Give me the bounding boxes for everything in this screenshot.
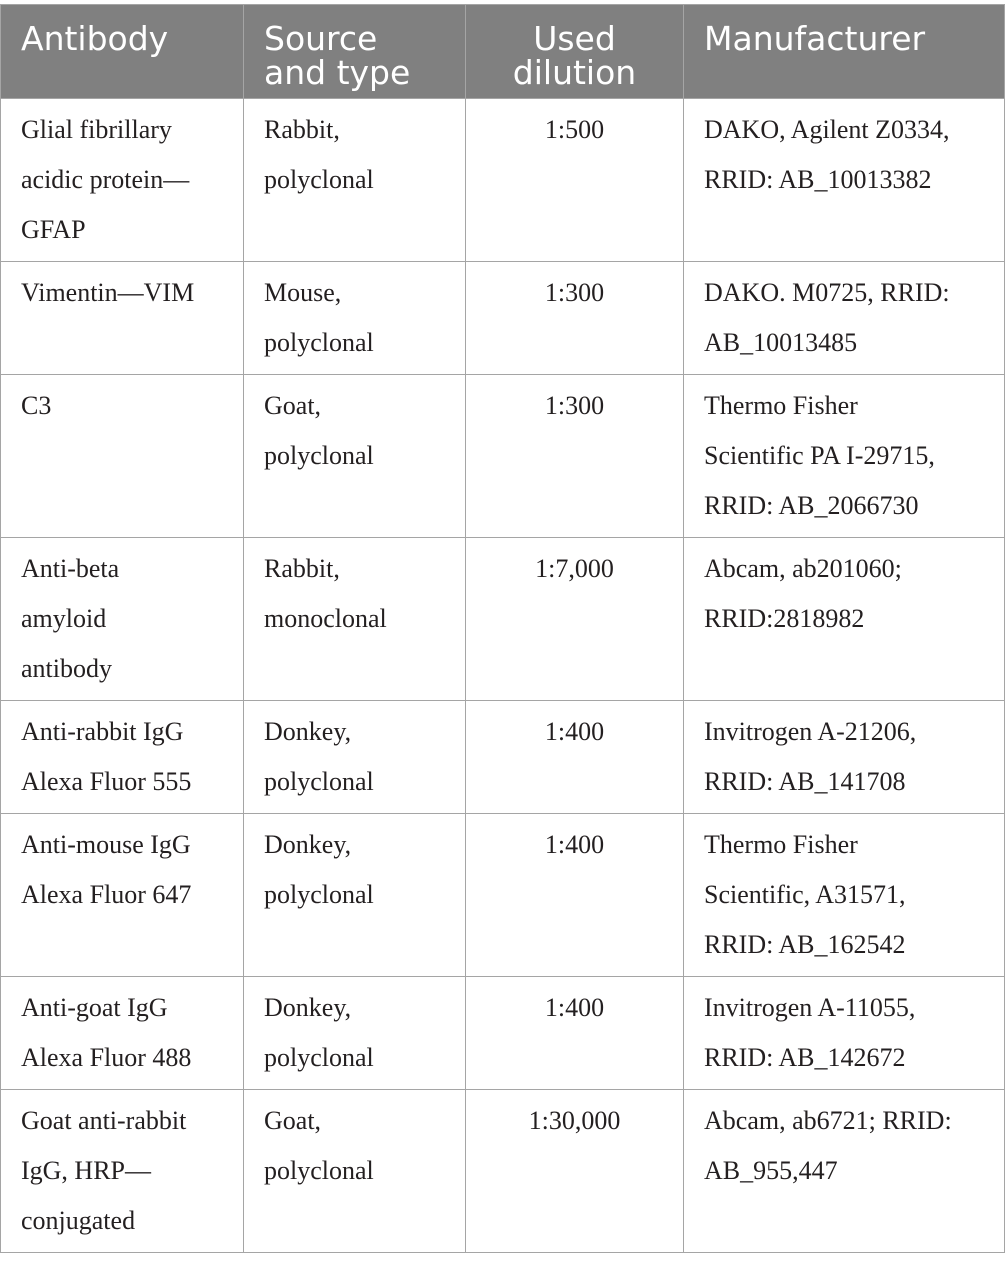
manufacturer-cell: Thermo Fisher Scientific, A31571, RRID: AB_162542 <box>684 814 1005 977</box>
dilution-cell: 1:300 <box>466 262 684 375</box>
dilution-cell: 1:400 <box>466 814 684 977</box>
dilution-cell: 1:500 <box>466 99 684 262</box>
antibody-cell: Anti-goat IgG Alexa Fluor 488 <box>1 977 244 1090</box>
antibody-cell: Anti-mouse IgG Alexa Fluor 647 <box>1 814 244 977</box>
table-row <box>1 538 1005 701</box>
table-row <box>1 977 1005 1090</box>
table-row <box>1 262 1005 375</box>
antibody-table <box>0 4 1005 1253</box>
table-row <box>1 814 1005 977</box>
manufacturer-cell: DAKO. M0725, RRID: AB_10013485 <box>684 262 1005 375</box>
header-source-and-type: Source and type <box>244 5 466 99</box>
source-cell: Rabbit, polyclonal <box>244 99 466 262</box>
source-cell: Goat, polyclonal <box>244 1090 466 1253</box>
header-manufacturer: Manufacturer <box>684 5 1005 99</box>
table-row <box>1 99 1005 262</box>
dilution-cell: 1:400 <box>466 977 684 1090</box>
source-cell: Mouse, polyclonal <box>244 262 466 375</box>
table-row <box>1 1090 1005 1253</box>
table-row <box>1 375 1005 538</box>
source-cell: Donkey, polyclonal <box>244 701 466 814</box>
dilution-cell: 1:7,000 <box>466 538 684 701</box>
dilution-cell: 1:400 <box>466 701 684 814</box>
source-cell: Donkey, polyclonal <box>244 814 466 977</box>
header-row <box>1 5 1005 99</box>
source-cell: Donkey, polyclonal <box>244 977 466 1090</box>
dilution-cell: 1:300 <box>466 375 684 538</box>
table-row <box>1 701 1005 814</box>
header-antibody: Antibody <box>1 5 244 99</box>
header-used-dilution: Used dilution <box>466 5 684 99</box>
antibody-cell: C3 <box>1 375 244 538</box>
manufacturer-cell: Abcam, ab201060; RRID:2818982 <box>684 538 1005 701</box>
source-cell: Goat, polyclonal <box>244 375 466 538</box>
antibody-cell: Anti-beta amyloid antibody <box>1 538 244 701</box>
antibody-cell: Goat anti-rabbit IgG, HRP— conjugated <box>1 1090 244 1253</box>
manufacturer-cell: DAKO, Agilent Z0334, RRID: AB_10013382 <box>684 99 1005 262</box>
dilution-cell: 1:30,000 <box>466 1090 684 1253</box>
manufacturer-cell: Invitrogen A-11055, RRID: AB_142672 <box>684 977 1005 1090</box>
manufacturer-cell: Invitrogen A-21206, RRID: AB_141708 <box>684 701 1005 814</box>
manufacturer-cell: Abcam, ab6721; RRID: AB_955,447 <box>684 1090 1005 1253</box>
antibody-cell: Anti-rabbit IgG Alexa Fluor 555 <box>1 701 244 814</box>
manufacturer-cell: Thermo Fisher Scientific PA I-29715, RRID: AB_2066730 <box>684 375 1005 538</box>
source-cell: Rabbit, monoclonal <box>244 538 466 701</box>
antibody-cell: Glial fibrillary acidic protein— GFAP <box>1 99 244 262</box>
antibody-cell: Vimentin—VIM <box>1 262 244 375</box>
